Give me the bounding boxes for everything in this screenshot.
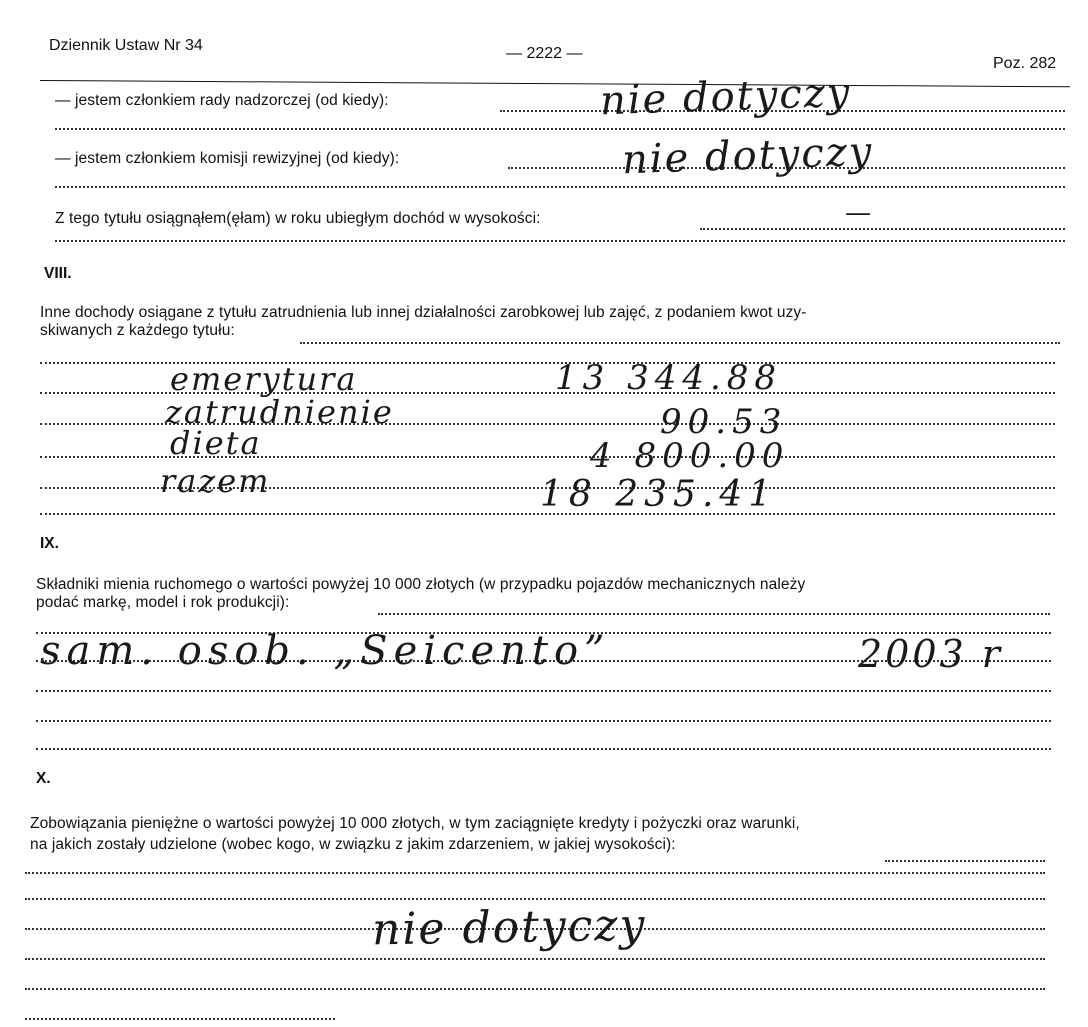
- dotted-line: [36, 720, 1051, 722]
- income-entry-amount: 13 344.88: [555, 358, 783, 398]
- income-entry-label: emerytura: [170, 360, 358, 398]
- dotted-line: [885, 860, 1045, 862]
- dotted-line: [25, 898, 1045, 900]
- supervisory-board-label: — jestem członkiem rady nadzorczej (od kiedy):: [55, 92, 389, 109]
- liabilities-answer: nie dotyczy: [371, 899, 647, 956]
- audit-committee-answer: nie dotyczy: [621, 128, 875, 184]
- vehicle-answer: sam. osob. „Seicento”: [40, 628, 611, 674]
- page-number: — 2222 —: [506, 45, 583, 62]
- dotted-line: [300, 342, 1060, 344]
- section-x-heading: X.: [36, 770, 51, 787]
- income-label: Z tego tytułu osiągnąłem(ęłam) w roku ubiegłym dochód w wysokości:: [55, 210, 541, 227]
- income-entry-amount: 4 800.00: [590, 436, 790, 476]
- dotted-line: [25, 988, 1045, 990]
- header-rule: [40, 80, 1070, 87]
- income-entry-amount: 90.53: [660, 402, 788, 442]
- income-answer: —: [845, 198, 873, 228]
- section-ix-text-line2: podać markę, model i rok produkcji):: [36, 594, 290, 611]
- dotted-line: [378, 613, 1050, 615]
- section-viii-text-line2: skiwanych z każdego tytułu:: [40, 322, 235, 339]
- journal-title: Dziennik Ustaw Nr 34: [49, 37, 203, 54]
- section-ix-text-line1: Składniki mienia ruchomego o wartości powyżej 10 000 złotych (w przypadku pojazdów mechanicznych należy: [36, 576, 806, 593]
- section-viii-heading: VIII.: [44, 265, 72, 282]
- dotted-line: [700, 228, 1065, 230]
- income-entry-amount: 18 235.41: [540, 474, 778, 515]
- dotted-line: [55, 128, 1065, 130]
- section-x-text-line2: na jakich zostały udzielone (wobec kogo, w związku z jakim zdarzeniem, w jakiej wysokości):: [30, 836, 676, 853]
- vehicle-year-answer: 2003 r: [858, 632, 1003, 676]
- dotted-line: [25, 1018, 335, 1020]
- income-entry-label: dieta: [170, 424, 262, 462]
- supervisory-board-answer: nie dotyczy: [599, 69, 853, 125]
- dotted-line: [36, 748, 1051, 750]
- section-ix-heading: IX.: [40, 535, 59, 552]
- income-entry-label: razem: [160, 462, 271, 500]
- dotted-line: [25, 958, 1045, 960]
- audit-committee-label: — jestem członkiem komisji rewizyjnej (od kiedy):: [55, 150, 400, 167]
- dotted-line: [55, 186, 1065, 188]
- dotted-line: [25, 872, 1045, 874]
- income-entry-label: zatrudnienie: [165, 393, 394, 431]
- section-viii-text-line1: Inne dochody osiągane z tytułu zatrudnienia lub innej działalności zarobkowej lub zajęć, z podaniem kwot uzy-: [40, 304, 807, 321]
- position-number: Poz. 282: [993, 55, 1057, 72]
- section-x-text-line1: Zobowiązania pieniężne o wartości powyżej 10 000 złotych, w tym zaciągnięte kredyty i pożyczki oraz warunki,: [30, 815, 800, 832]
- dotted-line: [55, 240, 1065, 242]
- dotted-line: [36, 690, 1051, 692]
